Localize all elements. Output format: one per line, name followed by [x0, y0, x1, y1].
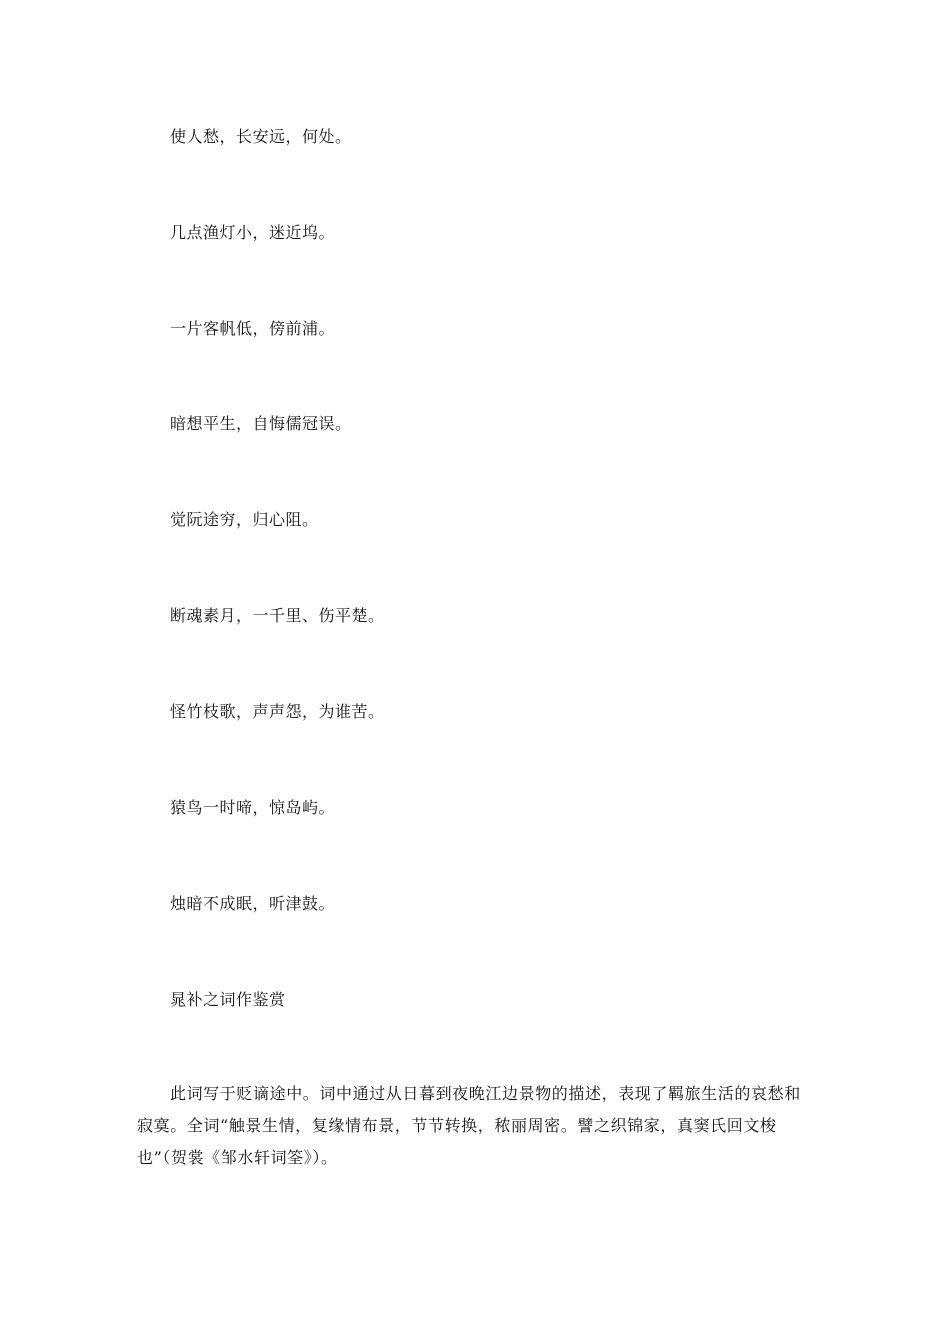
poem-line-7: 怪竹枝歌，声声怨，为谁苦。 — [170, 702, 385, 721]
poem-line-8: 猿鸟一时啼，惊岛屿。 — [170, 798, 336, 817]
commentary-paragraph: 此词写于贬谪途中。词中通过从日暮到夜晚江边景物的描述，表现了羁旅生活的哀愁和寂寞。全词“触景生情，复缘情布景，节节转换，秾丽周密。譬之织锦家，真窦氏回文梭也”（贺裳《邹水轩词筌》）。 — [137, 1084, 801, 1167]
poem-line-5: 觉阮途穷，归心阻。 — [170, 510, 319, 529]
poem-line-2: 几点渔灯小，迷近坞。 — [170, 223, 336, 242]
poem-line-3: 一片客帆低，傍前浦。 — [170, 319, 336, 338]
poem-line-6: 断魂素月，一千里、伤平楚。 — [170, 606, 385, 625]
poem-line-1: 使人愁，长安远，何处。 — [170, 127, 352, 146]
poem-line-9: 烛暗不成眠，听津鼓。 — [170, 894, 336, 913]
poem-line-4: 暗想平生，自悔儒冠误。 — [170, 414, 352, 433]
section-title: 晁补之词作鉴赏 — [170, 990, 286, 1009]
